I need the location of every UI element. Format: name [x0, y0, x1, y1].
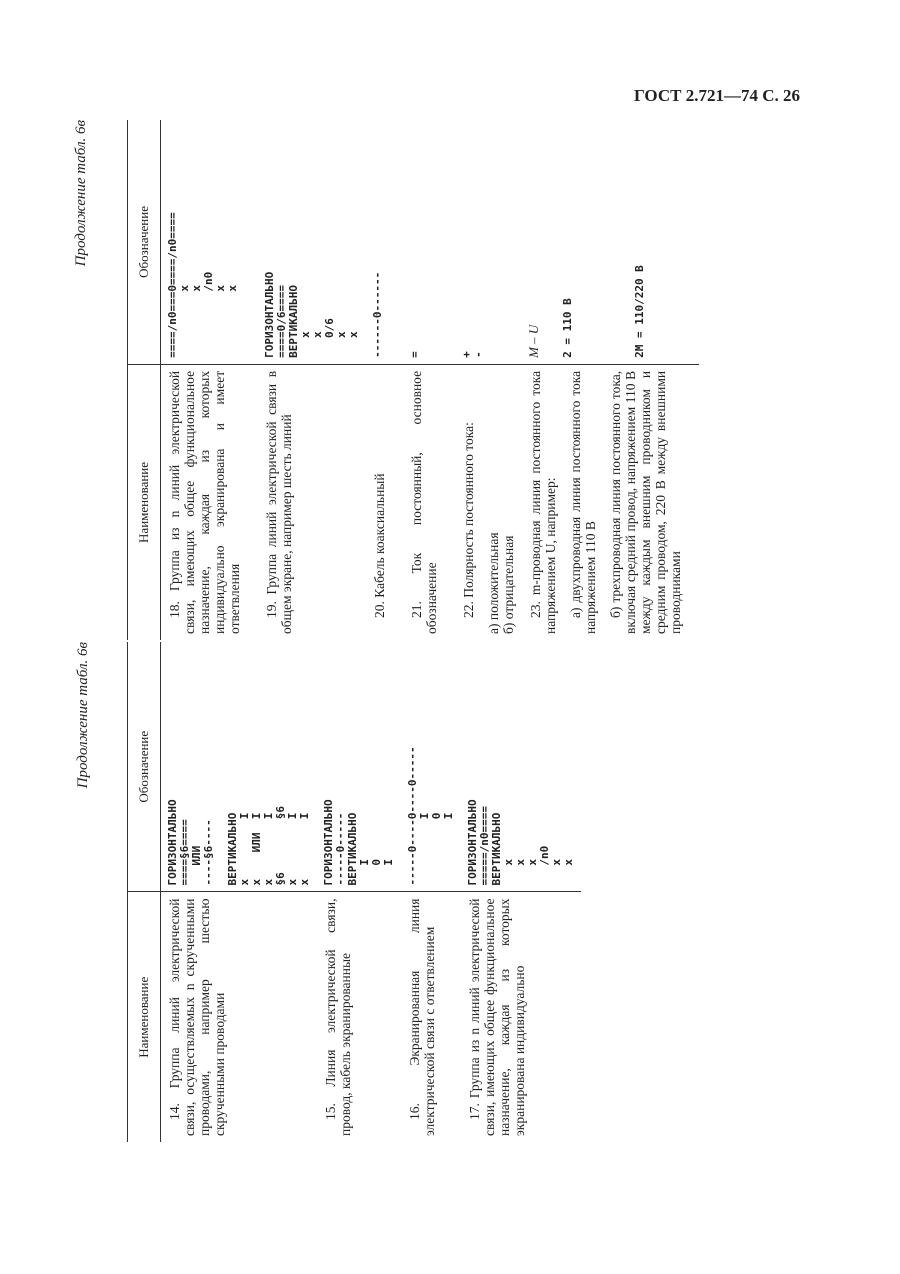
- page-header: ГОСТ 2.721—74 С. 26: [634, 86, 800, 105]
- row-designation: ГОРИЗОНТАЛЬНО ====0/6==== ВЕРТИКАЛЬНО х х 0/6 х х: [263, 271, 360, 358]
- table-lower: [127, 642, 581, 1142]
- row-name: 22. Полярность постоянного тока:: [461, 422, 476, 618]
- row-name: 23. m-проводная линия постоянного тока напряжением U, например:: [528, 370, 558, 634]
- table-caption-upper: Продолжение табл. 6в: [73, 120, 89, 267]
- table-row: [258, 120, 366, 640]
- row-subitem: б) отрицательная: [501, 535, 516, 634]
- column-header-designation: Обозначение: [128, 120, 161, 364]
- table-row: [401, 642, 461, 1142]
- table-row: [161, 642, 318, 1142]
- row-designation: M – U: [526, 324, 541, 358]
- table-caption-lower: Продолжение табл. 6в: [75, 642, 91, 789]
- table-panel-upper: [73, 120, 787, 640]
- row-designation: -: [472, 351, 485, 358]
- row-designation: +: [460, 351, 473, 358]
- row-designation: 2 = 110 В: [561, 298, 574, 358]
- row-name: 18. Группа из n линий электрической связи, имеющих общее функциональное назначение, каждая из которых индивидуально экранирована и имеет ответвления: [167, 370, 242, 634]
- table-row: [455, 120, 522, 640]
- row-subitem: а) положительная: [486, 532, 501, 634]
- table-row: [366, 120, 403, 640]
- table-row: [461, 642, 581, 1142]
- row-name: 16. Экранированная линия электрической связи с ответвлением: [407, 898, 437, 1136]
- row-designation: =: [408, 351, 421, 358]
- row-name: 15. Линия электрической связи, провод, кабель экранированные: [323, 898, 353, 1136]
- table-upper: [127, 120, 699, 640]
- table-row: [522, 120, 699, 640]
- table-row: [403, 120, 455, 640]
- row-subitem: а) двухпроводная линия постоянного тока напряжением 110 В: [568, 370, 598, 634]
- row-designation: -----0----0----0----- I 0 I: [406, 746, 455, 886]
- table-panel-lower: [75, 642, 787, 1142]
- column-header-designation: Обозначение: [128, 642, 161, 892]
- row-designation: ГОРИЗОНТАЛЬНО =====/n0==== ВЕРТИКАЛЬНО х х х /n0 х х: [466, 799, 575, 886]
- column-header-name: Наименование: [128, 364, 161, 640]
- row-name: 14. Группа линий электрической связи, осуществляемых n скрученными проводами, например шестью скрученными проводами: [167, 898, 227, 1136]
- row-name: 21. Ток постоянный, основное обозначение: [409, 370, 439, 634]
- row-designation: ------0------: [371, 271, 384, 358]
- row-name: 20. Кабель коаксиальный: [372, 473, 387, 618]
- row-name: 19. Группа линий электрической связи в общем экране, например шесть линий: [264, 370, 294, 634]
- table-row: [161, 120, 259, 640]
- column-header-name: Наименование: [128, 892, 161, 1142]
- row-designation: ГОРИЗОНТАЛЬНО -----0----- ВЕРТИКАЛЬНО I 0 I: [322, 799, 395, 886]
- row-designation: 2M = 110/220 В: [633, 265, 646, 358]
- row-designation: ГОРИЗОНТАЛЬНО ====§6==== ИЛИ ----§6---- ВЕРТИКАЛЬНО х I х ИЛИ I х I §6 §6 х I х I: [166, 799, 311, 886]
- table-row: [317, 642, 401, 1142]
- row-designation: ====/n0===0====/n0==== х х /n0 х х: [166, 212, 239, 358]
- row-subitem: б) трехпроводная линия постоянного тока, включая средний провод, напряжением 110 В между каждым внешним проводником и средним проводом, 220 В между внешними проводниками: [608, 370, 683, 634]
- row-name: 17. Группа из n линий электрической связи, имеющих общее функциональное назначение, каждая из которых экранирована индивидуально: [467, 898, 527, 1136]
